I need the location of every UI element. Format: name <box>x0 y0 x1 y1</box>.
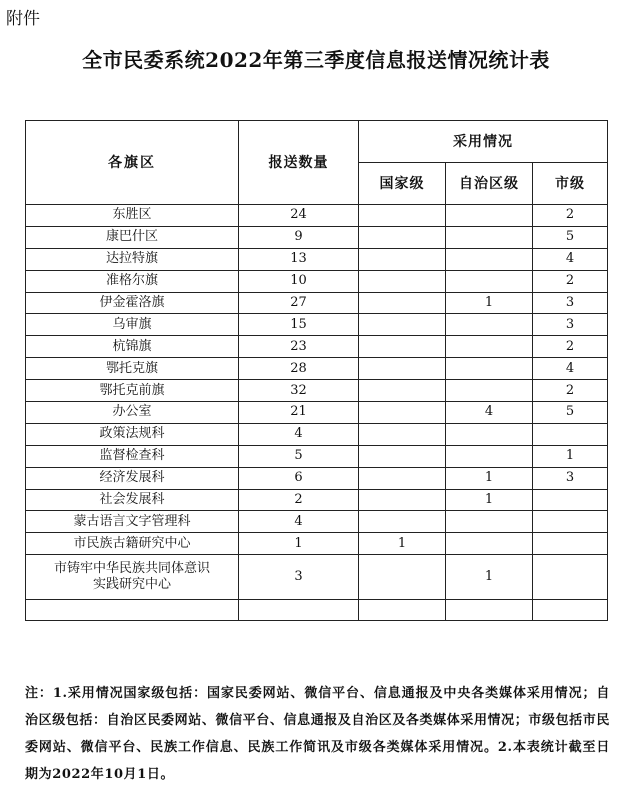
cell-count: 9 <box>239 226 359 248</box>
cell-city: 2 <box>533 336 608 358</box>
cell-count: 27 <box>239 292 359 314</box>
table-row <box>26 358 608 380</box>
cell-count: 4 <box>239 423 359 445</box>
cell-regional <box>446 423 533 445</box>
cell-city: 2 <box>533 205 608 227</box>
cell-city: 2 <box>533 380 608 402</box>
table-row <box>26 226 608 248</box>
cell-city: 4 <box>533 358 608 380</box>
table-row <box>26 511 608 533</box>
table-row <box>26 380 608 402</box>
cell-city: 3 <box>533 314 608 336</box>
cell-unit: 蒙古语言文字管理科 <box>26 511 239 533</box>
cell-regional: 1 <box>446 292 533 314</box>
cell-regional <box>446 314 533 336</box>
cell-unit: 伊金霍洛旗 <box>26 292 239 314</box>
cell-unit: 东胜区 <box>26 205 239 227</box>
cell-unit: 社会发展科 <box>26 489 239 511</box>
cell-national <box>359 511 446 533</box>
cell-unit: 杭锦旗 <box>26 336 239 358</box>
cell-city: 5 <box>533 226 608 248</box>
cell-city: 5 <box>533 402 608 424</box>
cell-empty <box>359 600 446 621</box>
table-row <box>26 314 608 336</box>
cell-regional <box>446 336 533 358</box>
cell-regional <box>446 511 533 533</box>
cell-count: 4 <box>239 511 359 533</box>
cell-count: 15 <box>239 314 359 336</box>
cell-city: 3 <box>533 292 608 314</box>
cell-unit: 鄂托克旗 <box>26 358 239 380</box>
cell-regional: 1 <box>446 555 533 600</box>
cell-count: 28 <box>239 358 359 380</box>
cell-count: 3 <box>239 555 359 600</box>
cell-national <box>359 336 446 358</box>
cell-unit: 市铸牢中华民族共同体意识实践研究中心 <box>26 555 239 600</box>
cell-national: 1 <box>359 533 446 555</box>
statistics-table <box>25 120 608 621</box>
cell-unit: 康巴什区 <box>26 226 239 248</box>
cell-regional <box>446 380 533 402</box>
cell-regional <box>446 226 533 248</box>
cell-national <box>359 380 446 402</box>
table-row-empty <box>26 600 608 621</box>
header-regional: 自治区级 <box>446 163 533 205</box>
cell-regional <box>446 270 533 292</box>
cell-count: 21 <box>239 402 359 424</box>
cell-city <box>533 489 608 511</box>
cell-city <box>533 533 608 555</box>
cell-count: 13 <box>239 248 359 270</box>
cell-empty <box>446 600 533 621</box>
cell-national <box>359 205 446 227</box>
cell-city: 3 <box>533 467 608 489</box>
cell-national <box>359 489 446 511</box>
table-row <box>26 533 608 555</box>
header-unit: 各旗区 <box>26 121 239 205</box>
cell-count: 23 <box>239 336 359 358</box>
cell-regional: 4 <box>446 402 533 424</box>
cell-regional: 1 <box>446 489 533 511</box>
table-row <box>26 423 608 445</box>
table-row <box>26 205 608 227</box>
cell-city <box>533 555 608 600</box>
cell-count: 2 <box>239 489 359 511</box>
document-title: 全市民委系统2022年第三季度信息报送情况统计表 <box>82 48 550 72</box>
cell-national <box>359 555 446 600</box>
cell-unit: 市民族古籍研究中心 <box>26 533 239 555</box>
cell-empty <box>239 600 359 621</box>
cell-national <box>359 248 446 270</box>
cell-city <box>533 511 608 533</box>
cell-national <box>359 402 446 424</box>
cell-unit: 鄂托克前旗 <box>26 380 239 402</box>
cell-regional <box>446 358 533 380</box>
footnote: 注：1.采用情况国家级包括：国家民委网站、微信平台、信息通报及中央各类媒体采用情况；自治区级包括：自治区民委网站、微信平台、信息通报及自治区及各类媒体采用情况；市级包括市民委网站、微信平台、民族工作信息、民族工作简讯及市级各类媒体采用情况。2.本表统计截至日期为2022年10月1日。 <box>25 686 610 782</box>
cell-regional: 1 <box>446 467 533 489</box>
cell-unit: 准格尔旗 <box>26 270 239 292</box>
table-row <box>26 467 608 489</box>
table-row <box>26 292 608 314</box>
cell-empty <box>26 600 239 621</box>
cell-national <box>359 445 446 467</box>
cell-national <box>359 314 446 336</box>
header-adoption: 采用情况 <box>359 121 608 163</box>
table-row <box>26 336 608 358</box>
cell-city <box>533 423 608 445</box>
cell-regional <box>446 205 533 227</box>
cell-count: 1 <box>239 533 359 555</box>
header-city: 市级 <box>533 163 608 205</box>
cell-regional <box>446 533 533 555</box>
table-row <box>26 555 608 600</box>
cell-regional <box>446 248 533 270</box>
cell-unit: 监督检查科 <box>26 445 239 467</box>
cell-count: 24 <box>239 205 359 227</box>
cell-national <box>359 423 446 445</box>
cell-city: 1 <box>533 445 608 467</box>
cell-unit: 达拉特旗 <box>26 248 239 270</box>
cell-count: 5 <box>239 445 359 467</box>
cell-unit: 乌审旗 <box>26 314 239 336</box>
cell-national <box>359 358 446 380</box>
cell-city: 2 <box>533 270 608 292</box>
cell-count: 6 <box>239 467 359 489</box>
cell-count: 32 <box>239 380 359 402</box>
attachment-label: 附件 <box>6 9 40 29</box>
cell-national <box>359 467 446 489</box>
header-count: 报送数量 <box>239 121 359 205</box>
cell-unit: 经济发展科 <box>26 467 239 489</box>
table-body <box>26 205 608 621</box>
cell-national <box>359 270 446 292</box>
cell-count: 10 <box>239 270 359 292</box>
cell-national <box>359 292 446 314</box>
cell-unit: 政策法规科 <box>26 423 239 445</box>
cell-city: 4 <box>533 248 608 270</box>
header-national: 国家级 <box>359 163 446 205</box>
table-row <box>26 445 608 467</box>
cell-unit: 办公室 <box>26 402 239 424</box>
cell-regional <box>446 445 533 467</box>
table-row <box>26 489 608 511</box>
cell-national <box>359 226 446 248</box>
table-row <box>26 402 608 424</box>
table-row <box>26 248 608 270</box>
cell-empty <box>533 600 608 621</box>
table-row <box>26 270 608 292</box>
